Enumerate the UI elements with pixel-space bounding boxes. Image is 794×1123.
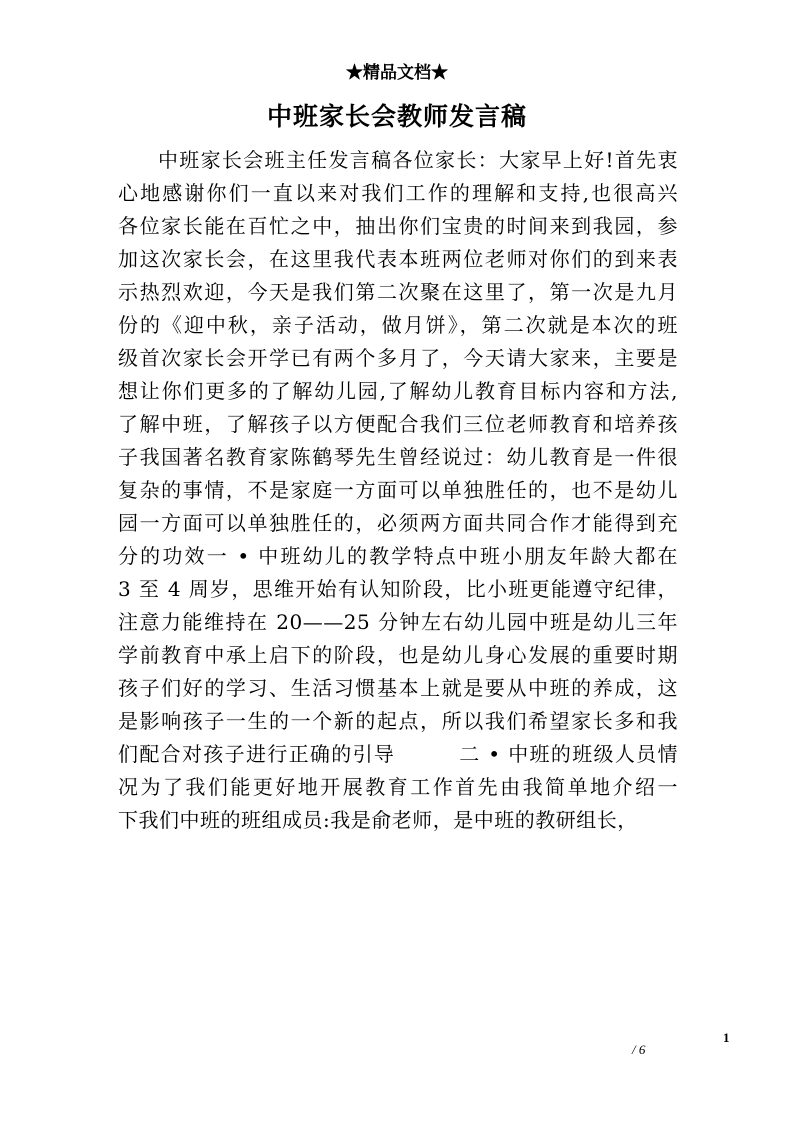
body-line: 园一方面可以单独胜任的，必须两方面共同合作才能得到充 (118, 511, 678, 535)
document-body (118, 144, 678, 837)
body-line: 心地感谢你们一直以来对我们工作的理解和支持,也很高兴 (118, 181, 678, 205)
body-line: 想让你们更多的了解幼儿园,了解幼儿教育目标内容和方法, (118, 379, 678, 403)
body-line: 加这次家长会，在这里我代表本班两位老师对你们的到来表 (118, 247, 678, 271)
body-line: 学前教育中承上启下的阶段，也是幼儿身心发展的重要时期 (118, 643, 678, 667)
body-line: 是影响孩子一生的一个新的起点，所以我们希望家长多和我 (118, 709, 678, 733)
body-line: 了解中班，了解孩子以方便配合我们三位老师教育和培养孩 (118, 412, 678, 436)
body-line: 复杂的事情，不是家庭一方面可以单独胜任的，也不是幼儿 (118, 478, 678, 502)
body-line: 下我们中班的班组成员:我是俞老师，是中班的教研组长， (118, 808, 638, 832)
body-line: 分的功效一 • 中班幼儿的教学特点中班小朋友年龄大都在 (118, 544, 678, 568)
body-line: 级首次家长会开学已有两个多月了，今天请大家来，主要是 (118, 346, 678, 370)
page-total: / 6 (632, 1042, 646, 1057)
body-line: 份的《迎中秋，亲子活动，做月饼》，第二次就是本次的班 (118, 313, 678, 337)
page-number: 1 (723, 1030, 730, 1045)
body-line: 示热烈欢迎，今天是我们第二次聚在这里了，第一次是九月 (118, 280, 678, 304)
body-line: 3 至 4 周岁，思维开始有认知阶段，比小班更能遵守纪律， (118, 577, 678, 601)
body-line: 们配合对孩子进行正确的引导 二 • 中班的班级人员情 (118, 742, 678, 766)
body-line: 注意力能维持在 20——25 分钟左右幼儿园中班是幼儿三年 (118, 610, 678, 634)
body-line: 中班家长会班主任发言稿各位家长：大家早上好!首先衷 (158, 148, 678, 172)
body-line: 各位家长能在百忙之中，抽出你们宝贵的时间来到我园，参 (118, 214, 678, 238)
body-line: 况为了我们能更好地开展教育工作首先由我简单地介绍一 (118, 775, 678, 799)
document-title: 中班家长会教师发言稿 (266, 102, 527, 131)
document-header-label: ★精品文档★ (346, 63, 448, 83)
body-line: 孩子们好的学习、生活习惯基本上就是要从中班的养成，这 (118, 676, 678, 700)
body-line: 子我国著名教育家陈鹤琴先生曾经说过：幼儿教育是一件很 (118, 445, 678, 469)
